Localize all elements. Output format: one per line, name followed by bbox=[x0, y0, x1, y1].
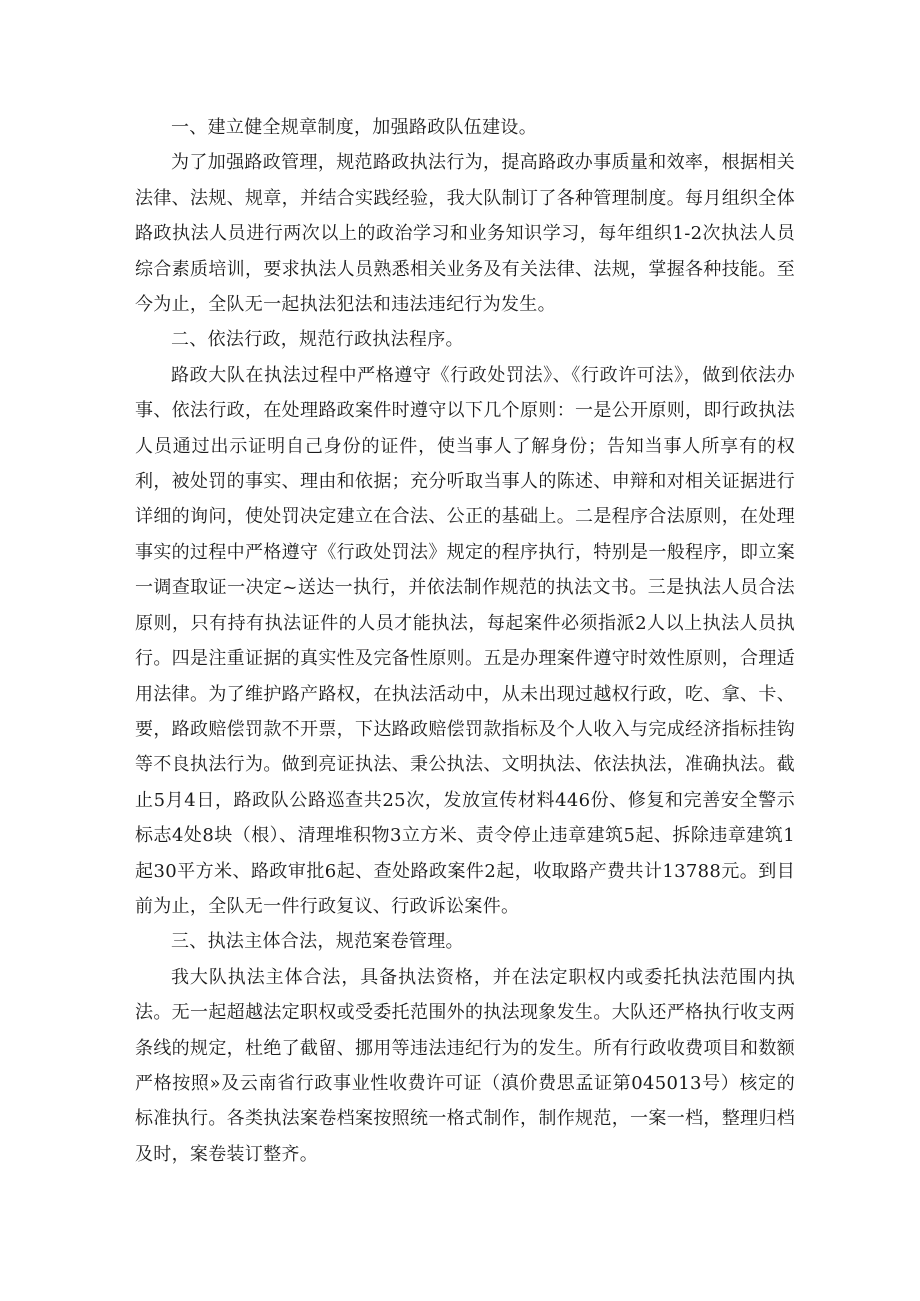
section-2-heading: 二、依法行政，规范行政执法程序。 bbox=[171, 329, 464, 351]
section-3-heading: 三、执法主体合法，规范案卷管理。 bbox=[171, 931, 464, 953]
section-3-paragraph: 我大队执法主体合法，具备执法资格，并在法定职权内或委托执法范围内执法。无一起超越法定职权或受委托范围外的执法现象发生。大队还严格执行收支两条线的规定，杜绝了截留、挪用等违法违纪行为的发生。所有行政收费项目和数额严格按照»及云南省行政事业性收费许可证（滇价费思孟证第045013号）核定的标准执行。各类执法案卷档案按照统一格式制作，制作规范，一案一档，整理归档及时，案卷装订整齐。 bbox=[135, 966, 795, 1165]
section-1-paragraph: 为了加强路政管理，规范路政执法行为，提高路政办事质量和效率，根据相关法律、法规、规章，并结合实践经验，我大队制订了各种管理制度。每月组织全体路政执法人员进行两次以上的政治学习和业务知识学习，每年组织1-2次执法人员综合素质培训，要求执法人员熟悉相关业务及有关法律、法规，掌握各种技能。至今为止，全队无一起执法犯法和违法违纪行为发生。 bbox=[135, 152, 795, 316]
document-page bbox=[135, 110, 795, 1172]
section-1-heading: 一、建立健全规章制度，加强路政队伍建设。 bbox=[171, 117, 537, 138]
section-2-paragraph: 路政大队在执法过程中严格遵守《行政处罚法》、《行政许可法》，做到依法办事、依法行政，在处理路政案件时遵守以下几个原则：一是公开原则，即行政执法人员通过出示证明自己身份的证件，使当事人了解身份；告知当事人所享有的权利，被处罚的事实、理由和依据；充分听取当事人的陈述、申辩和对相关证据进行详细的询问，使处罚决定建立在合法、公正的基础上。二是程序合法原则，在处理事实的过程中严格遵守《行政处罚法》规定的程序执行，特别是一般程序，即立案一调查取证一决定~送达一执行，并依法制作规范的执法文书。三是执法人员合法原则，只有持有执法证件的人员才能执法，每起案件必须指派2人以上执法人员执行。四是注重证据的真实性及完备性原则。五是办理案件遵守时效性原则，合理适用法律。为了维护路产路权，在执法活动中，从未出现过越权行政，吃、拿、卡、要，路政赔偿罚款不开票，下达路政赔偿罚款指标及个人收入与完成经济指标挂钩等不良执法行为。做到亮证执法、秉公执法、文明执法、依法执法，准确执法。截止5月4日，路政队公路巡查共25次，发放宣传材料446份、修复和完善安全警示标志4处8块（根）、清理堆积物3立方米、责令停止违章建筑5起、拆除违章建筑1起30平方米、路政审批6起、查处路政案件2起，收取路产费共计13788元。到目前为止，全队无一件行政复议、行政诉讼案件。 bbox=[135, 364, 795, 917]
